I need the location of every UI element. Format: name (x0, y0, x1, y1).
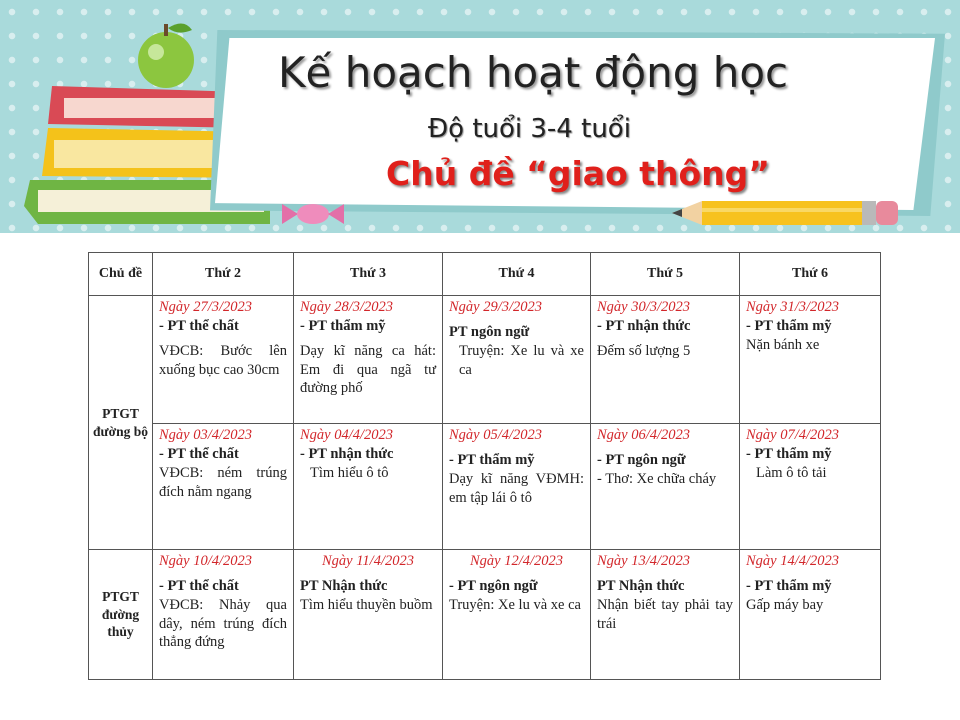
activity-date: Ngày 30/3/2023 (597, 299, 691, 315)
activity-date: Ngày 31/3/2023 (746, 299, 840, 315)
activity-desc: Truyện: Xe lu và xe ca (449, 596, 581, 613)
activity-date: Ngày 10/4/2023 (159, 553, 253, 569)
header-thursday: Thứ 5 (591, 253, 740, 296)
candy-illustration (278, 200, 348, 228)
activity-subject: - PT nhận thức (300, 445, 394, 462)
pencil-illustration (672, 199, 902, 227)
table-row (89, 424, 881, 550)
activity-date: Ngày 07/4/2023 (746, 427, 840, 443)
activity-date: Ngày 29/3/2023 (449, 299, 543, 315)
header-wednesday: Thứ 4 (443, 253, 591, 296)
activity-desc: VĐCB: Nhảy qua dây, ném trúng đích thẳng đứng (159, 596, 287, 651)
table-row (89, 550, 881, 680)
activity-date: Ngày 28/3/2023 (300, 299, 394, 315)
topic-road: PTGT đường bộ (89, 296, 153, 550)
activity-date: Ngày 03/4/2023 (159, 427, 253, 443)
activity-date: Ngày 11/4/2023 (322, 553, 414, 569)
cell-activity (153, 296, 294, 424)
activity-subject: - PT thể chất (159, 577, 239, 594)
cell-activity (591, 550, 740, 680)
activity-desc: Tìm hiểu thuyền buồm (300, 596, 433, 613)
activity-subject: - PT nhận thức (597, 317, 691, 334)
cell-activity (443, 296, 591, 424)
theme-heading: Chủ đề “giao thông” (386, 154, 770, 193)
table-header-row (89, 253, 881, 296)
topic-water: PTGT đường thủy (89, 550, 153, 680)
cell-activity (443, 424, 591, 550)
cell-activity (740, 550, 881, 680)
header-topic: Chủ đề (89, 253, 153, 296)
activity-subject: - PT ngôn ngữ (449, 577, 538, 594)
activity-plan-table (88, 252, 881, 680)
activity-subject: - PT ngôn ngữ (597, 451, 686, 468)
activity-desc: Tìm hiểu ô tô (310, 464, 389, 481)
cell-activity (153, 424, 294, 550)
activity-date: Ngày 13/4/2023 (597, 553, 691, 569)
activity-subject: PT Nhận thức (597, 577, 685, 594)
activity-desc: - Thơ: Xe chữa cháy (597, 470, 717, 487)
activity-date: Ngày 27/3/2023 (159, 299, 253, 315)
activity-date: Ngày 06/4/2023 (597, 427, 691, 443)
header-tuesday: Thứ 3 (294, 253, 443, 296)
activity-date: Ngày 04/4/2023 (300, 427, 394, 443)
age-subtitle: Độ tuổi 3-4 tuổi (428, 114, 631, 144)
activity-subject: - PT thể chất (159, 317, 239, 334)
cell-activity (294, 550, 443, 680)
activity-subject: - PT thẩm mỹ (746, 577, 832, 594)
activity-subject: - PT thẩm mỹ (449, 451, 535, 468)
activity-desc: VĐCB: ném trúng đích nằm ngang (159, 464, 287, 500)
cell-activity (294, 296, 443, 424)
cell-activity (740, 296, 881, 424)
activity-subject: - PT thẩm mỹ (746, 445, 832, 462)
activity-desc: Truyện: Xe lu và xe ca (459, 342, 584, 378)
activity-subject: - PT thể chất (159, 445, 239, 462)
cell-activity (591, 296, 740, 424)
activity-subject: - PT thẩm mỹ (300, 317, 386, 334)
activity-desc: VĐCB: Bước lên xuống bục cao 30cm (159, 342, 287, 378)
activity-subject: PT Nhận thức (300, 577, 388, 594)
cell-activity (740, 424, 881, 550)
activity-desc: Làm ô tô tải (756, 464, 827, 481)
page-title: Kế hoạch hoạt động học (278, 48, 789, 97)
activity-desc: Đếm số lượng 5 (597, 342, 691, 359)
activity-desc: Nhận biết tay phải tay trái (597, 596, 733, 632)
header-monday: Thứ 2 (153, 253, 294, 296)
activity-subject: PT ngôn ngữ (449, 323, 530, 340)
activity-desc: Dạy kĩ năng ca hát: Em đi qua ngã tư đường phố (300, 342, 436, 397)
activity-date: Ngày 14/4/2023 (746, 553, 840, 569)
activity-date: Ngày 05/4/2023 (449, 427, 543, 443)
cell-activity (591, 424, 740, 550)
cell-activity (443, 550, 591, 680)
header-friday: Thứ 6 (740, 253, 881, 296)
table-row (89, 296, 881, 424)
activity-desc: Gấp máy bay (746, 596, 824, 613)
cell-activity (294, 424, 443, 550)
activity-subject: - PT thẩm mỹ (746, 317, 832, 334)
activity-desc: Nặn bánh xe (746, 336, 820, 353)
activity-date: Ngày 12/4/2023 (469, 553, 564, 569)
activity-desc: Dạy kĩ năng VĐMH: em tập lái ô tô (449, 470, 584, 506)
cell-activity (153, 550, 294, 680)
